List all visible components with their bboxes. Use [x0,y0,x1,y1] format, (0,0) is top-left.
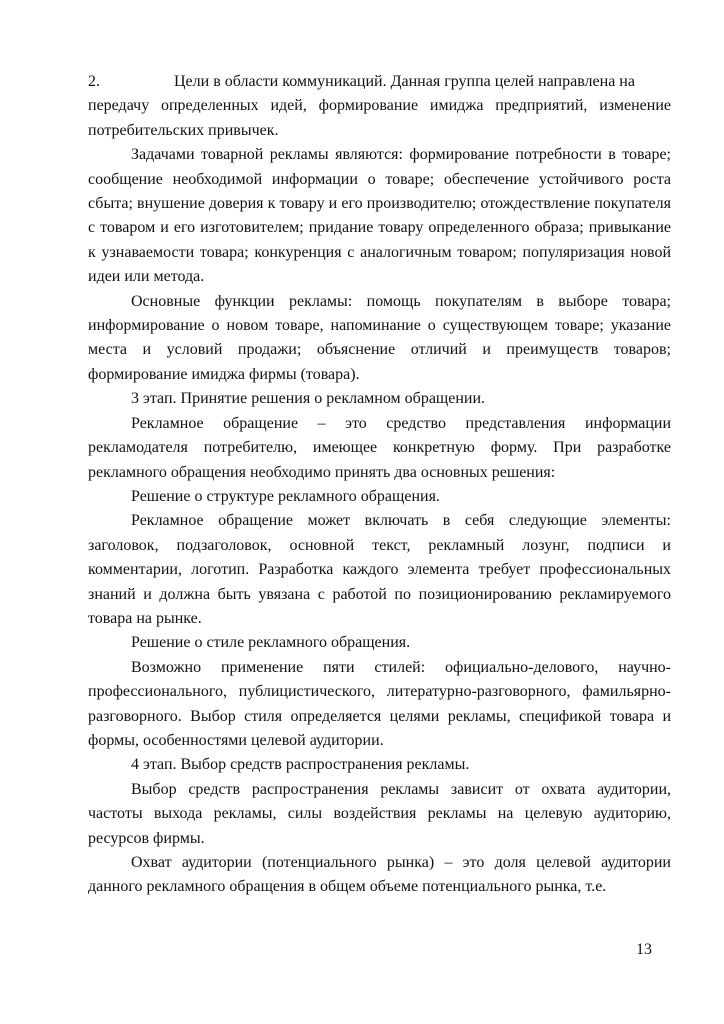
page-number: 13 [636,941,652,958]
paragraph-stage-3-heading: 3 этап. Принятие решения о рекламном обращении. [131,390,486,408]
numbered-first-line: Цели в области коммуникаций. Данная группа целей направлена на [174,73,635,90]
paragraph-product-ad-tasks: Задачами товарной рекламы являются: формирование потребности в товаре; сообщение необходимой информации о товаре; обеспечение устойчивого роста сбыта; внушение доверия к товару и его производителю; отождествление покупателя с товаром и его изготовителем; придание товару определенного образа; привыкание к узнаваемости товара; конкуренция с аналогичным товаром; популяризация новой идеи или метода. [88,146,671,286]
numbered-continuation: передачу определенных идей, формирование имиджа предприятий, изменение потребительских привычек. [88,97,671,139]
paragraph-ad-message-definition: Рекламное обращение – это средство представления информации рекламодателя потребителю, имеющее конкретную форму. При разработке рекламного обращения необходимо принять два основных решения: [88,414,671,481]
paragraph-communication-goals [88,70,671,143]
paragraph-stage-4-heading: 4 этап. Выбор средств распространения рекламы. [131,756,470,774]
paragraph-ad-functions: Основные функции рекламы: помощь покупателям в выборе товара; информирование о новом товаре, напоминание о существующем товаре; указание места и условий продажи; объяснение отличий и преимуществ товаров; формирование имиджа фирмы (товара). [88,292,671,383]
paragraph-message-elements: Рекламное обращение может включать в себя следующие элементы: заголовок, подзаголовок, основной текст, рекламный лозунг, подписи и комментарии, логотип. Разработка каждого элемента требует профессиональных знаний и должна быть увязана с работой по позиционированию рекламируемого товара на рынке. [88,512,671,627]
list-number: 2. [88,73,100,90]
paragraph-structure-decision: Решение о структуре рекламного обращения. [131,487,440,505]
numbered-line [88,70,671,94]
paragraph-media-selection: Выбор средств распространения рекламы зависит от охвата аудитории, частоты выхода рекламы, силы воздействия рекламы на целевую аудиторию, ресурсов фирмы. [88,780,671,847]
body-text [88,70,671,900]
paragraph-five-styles: Возможно применение пяти стилей: официально-делового, научно-профессионального, публицистического, литературно-разговорного, фамильярно- разговорного. Выбор стиля определяется целями рекламы, спецификой товара и формы, особенностями целевой аудитории. [88,658,671,749]
paragraph-audience-reach: Охват аудитории (потенциального рынка) – это доля целевой аудитории данного рекламного обращения в общем объеме потенциального рынка, т.е. [88,854,671,896]
paragraph-style-decision: Решение о стиле рекламного обращения. [131,634,411,652]
